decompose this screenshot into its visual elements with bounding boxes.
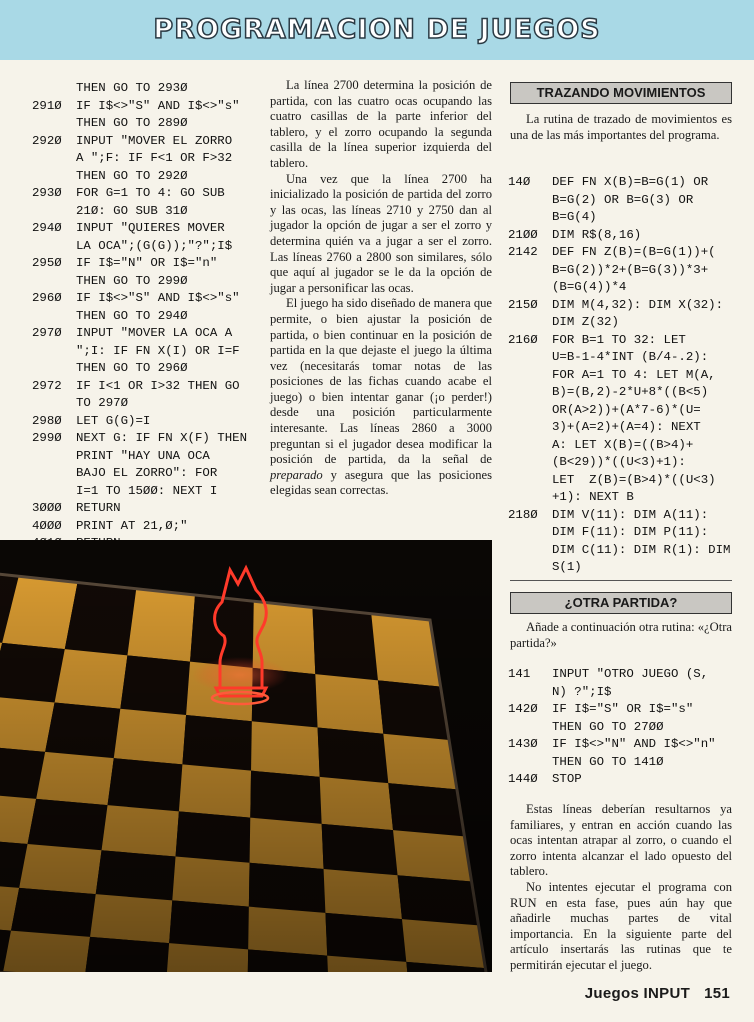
magazine-name: Juegos INPUT: [584, 985, 691, 1002]
code-statement: +1): NEXT B: [552, 490, 634, 504]
paragraph: La línea 2700 determina la posición de partida, con las cuatro ocas ocupando las cuatro casillas de la parte inferior del tablero, y el zorro ocupando la segunda casilla de la línea superior izquierda del tablero.: [270, 78, 492, 170]
paragraph: La rutina de trazado de movimientos es una de las más importantes del programa.: [510, 112, 732, 142]
code-line: [508, 684, 744, 702]
paragraph-text: El juego ha sido diseñado de manera que permite, o bien ajustar la posición de partida, o bien continuar en la posición de partida en la que dejaste el juego la última vez (necesitarás tomar notas de las posiciones de las fichas cuando acabe el juego) o bien intentar ganar (¡o perder!) desde una posición particularmente interesante. Las líneas 2860 a 3000 preguntan si el jugador desea modificar la posición de partida, da la señal de: [270, 296, 492, 467]
code-statement: B)=(B,2)-2*U+8*((B<5): [552, 385, 709, 399]
code-line: [508, 666, 744, 684]
line-number: 21ØØ: [508, 227, 538, 242]
code-statement: DIM R$(8,16): [552, 227, 642, 242]
line-number: [508, 419, 552, 437]
code-line: [32, 133, 262, 151]
code-line: [32, 185, 262, 203]
line-number: [508, 367, 552, 385]
line-number: [32, 273, 76, 291]
code-line: [32, 150, 262, 168]
line-number: 292Ø: [32, 133, 62, 148]
code-statement: N) ?";I$: [552, 684, 612, 699]
paragraph: Añade a continuación otra rutina: «¿Otra partida?»: [510, 620, 732, 650]
code-line: [508, 174, 744, 192]
code-statement: INPUT "QUIERES MOVER: [76, 221, 225, 235]
code-line: [508, 736, 744, 754]
code-line: [508, 701, 744, 719]
code-line: [32, 465, 262, 483]
line-number: [508, 209, 552, 227]
line-number: 291Ø: [32, 98, 62, 113]
line-number: [32, 80, 76, 98]
code-statement: PRINT "HAY UNA OCA: [76, 448, 210, 463]
code-line: [508, 437, 744, 455]
code-line: [508, 314, 744, 332]
code-statement: THEN GO TO 299Ø: [76, 273, 188, 288]
line-number: 297Ø: [32, 326, 62, 340]
code-statement: THEN GO TO 27ØØ: [552, 719, 664, 734]
line-number: 215Ø: [508, 297, 538, 312]
code-line: [508, 719, 744, 737]
line-number: [508, 314, 552, 332]
code-statement: I=1 TO 15ØØ: NEXT I: [76, 483, 218, 498]
code-statement: DEF FN Z(B)=(B=G(1))+(: [552, 245, 716, 259]
code-statement: 3)+(A=2)+(A=4): NEXT: [552, 420, 701, 434]
line-number: [508, 559, 552, 577]
line-number: 143Ø: [508, 737, 538, 751]
line-number: [32, 483, 76, 501]
line-number: 141: [508, 667, 531, 681]
code-line: [508, 279, 744, 297]
code-line: [508, 542, 744, 560]
code-line: [32, 378, 262, 396]
code-line: [508, 454, 744, 472]
code-statement: FOR G=1 TO 4: GO SUB: [76, 186, 225, 200]
box-heading-trazando: TRAZANDO MOVIMIENTOS: [510, 82, 732, 104]
code-statement: STOP: [552, 772, 582, 786]
code-line: [508, 349, 744, 367]
code-statement: S(1): [552, 560, 582, 574]
code-line: [32, 290, 262, 308]
line-number: [32, 238, 76, 256]
line-number: [508, 472, 552, 490]
line-number: [508, 754, 552, 772]
divider: [510, 580, 732, 581]
code-statement: U=B-1-4*INT (B/4-.2):: [552, 350, 709, 364]
line-number: [32, 168, 76, 186]
paragraph-text: y asegura que las posiciones elegidas sean correctas.: [270, 467, 492, 498]
code-line: [32, 98, 262, 116]
code-line: [508, 754, 744, 772]
code-line: [32, 238, 262, 256]
otra-partida-intro: [510, 620, 732, 651]
code-line: [32, 308, 262, 326]
code-statement: IF I$<>"S" AND I$<>"s": [76, 98, 240, 113]
code-line: [32, 220, 262, 238]
code-line: [32, 203, 262, 221]
code-statement: PRINT AT 21,Ø;": [76, 518, 188, 533]
line-number: [508, 349, 552, 367]
code-statement: DIM F(11): DIM P(11):: [552, 525, 709, 539]
code-statement: IF I$<>"S" AND I$<>"s": [76, 291, 240, 305]
page-footer: [571, 985, 730, 1002]
code-line: [32, 518, 262, 536]
line-number: 296Ø: [32, 291, 62, 305]
line-number: [32, 343, 76, 361]
code-statement: THEN GO TO 296Ø: [76, 361, 188, 375]
code-line: [32, 343, 262, 361]
line-number: [508, 262, 552, 280]
line-number: 294Ø: [32, 221, 62, 235]
line-number: [508, 437, 552, 455]
line-number: 216Ø: [508, 332, 538, 347]
code-statement: IF I$="S" OR I$="s": [552, 702, 694, 716]
code-line: [32, 255, 262, 273]
code-line: [508, 472, 744, 490]
section-title: PROGRAMACION DE JUEGOS: [153, 14, 601, 45]
code-statement: FOR B=1 TO 32: LET: [552, 332, 686, 347]
code-statement: LET Z(B)=(B>4)*((U<3): [552, 472, 716, 487]
code-line: [508, 192, 744, 210]
paragraph: No intentes ejecutar el programa con RUN en esta fase, pues aún hay que añadirle muchas partes de vital importancia. En la siguiente parte del artículo insertarás las rutinas que te permitirán ejecutar el juego.: [510, 879, 732, 972]
line-number: [32, 115, 76, 133]
line-number: [32, 448, 76, 466]
code-statement: IF I$="N" OR I$="n": [76, 256, 218, 270]
line-number: 2142: [508, 245, 538, 259]
code-line: [32, 273, 262, 291]
code-statement: RETURN: [76, 501, 121, 515]
code-line: [508, 227, 744, 245]
code-statement: INPUT "MOVER EL ZORRO: [76, 133, 233, 148]
code-line: [508, 402, 744, 420]
code-line: [32, 500, 262, 518]
code-statement: INPUT "MOVER LA OCA A: [76, 326, 233, 340]
box-heading-otra-partida: ¿OTRA PARTIDA?: [510, 592, 732, 614]
code-line: [32, 483, 262, 501]
code-statement: TO 297Ø: [76, 396, 129, 410]
code-statement: (B<29))*((U<3)+1):: [552, 455, 686, 469]
line-number: 293Ø: [32, 186, 62, 200]
line-number: [508, 384, 552, 402]
line-number: [508, 542, 552, 560]
code-line: [508, 244, 744, 262]
line-number: 298Ø: [32, 413, 62, 428]
line-number: 4ØØØ: [32, 518, 62, 533]
code-line: [508, 262, 744, 280]
code-statement: A ";F: IF F<1 OR F>32: [76, 151, 233, 165]
code-statement: LA OCA";(G(G));"?";I$: [76, 238, 233, 253]
code-statement: B=G(4): [552, 210, 597, 224]
code-line: [32, 115, 262, 133]
chessboard-photo: [0, 540, 492, 972]
code-line: [508, 419, 744, 437]
code-statement: OR(A>2))+(A*7-6)*(U=: [552, 402, 701, 417]
code-line: [32, 430, 262, 448]
code-line: [32, 80, 262, 98]
code-statement: ";I: IF FN X(I) OR I=F: [76, 343, 240, 358]
line-number: [508, 402, 552, 420]
line-number: [32, 360, 76, 378]
code-statement: IF I$<>"N" AND I$<>"n": [552, 737, 716, 751]
code-statement: (B=G(4))*4: [552, 280, 627, 294]
code-statement: 21Ø: GO SUB 31Ø: [76, 203, 188, 218]
code-line: [508, 297, 744, 315]
code-line: [508, 524, 744, 542]
page-header: [0, 0, 754, 60]
code-line: [508, 367, 744, 385]
code-statement: THEN GO TO 289Ø: [76, 116, 188, 130]
code-statement: NEXT G: IF FN X(F) THEN: [76, 431, 248, 445]
line-number: [508, 684, 552, 702]
line-number: [508, 719, 552, 737]
code-listing-trazando: [508, 174, 744, 577]
code-statement: THEN GO TO 293Ø: [76, 81, 188, 95]
code-statement: DIM M(4,32): DIM X(32):: [552, 297, 724, 312]
code-line: [508, 507, 744, 525]
line-number: [32, 308, 76, 326]
code-line: [508, 771, 744, 789]
code-listing-left: [32, 80, 262, 553]
line-number: [32, 465, 76, 483]
line-number: [32, 150, 76, 168]
line-number: [508, 454, 552, 472]
code-statement: DIM Z(32): [552, 315, 619, 329]
otra-partida-body: [510, 802, 732, 974]
code-line: [32, 360, 262, 378]
line-number: [508, 489, 552, 507]
code-statement: BAJO EL ZORRO": FOR: [76, 466, 218, 480]
code-statement: IF I<1 OR I>32 THEN GO: [76, 378, 240, 393]
code-statement: THEN GO TO 292Ø: [76, 168, 188, 183]
line-number: [32, 395, 76, 413]
line-number: 218Ø: [508, 507, 538, 522]
line-number: 14Ø: [508, 175, 531, 189]
code-statement: DEF FN X(B)=B=G(1) OR: [552, 175, 709, 189]
line-number: [508, 192, 552, 210]
code-statement: THEN GO TO 141Ø: [552, 754, 664, 769]
line-number: [508, 524, 552, 542]
code-line: [508, 332, 744, 350]
code-line: [508, 209, 744, 227]
code-statement: FOR A=1 TO 4: LET M(A,: [552, 367, 716, 382]
code-statement: B=G(2))*2+(B=G(3))*3+: [552, 262, 709, 277]
line-number: 295Ø: [32, 256, 62, 270]
code-statement: INPUT "OTRO JUEGO (S,: [552, 667, 709, 681]
code-statement: B=G(2) OR B=G(3) OR: [552, 192, 694, 207]
code-statement: THEN GO TO 294Ø: [76, 308, 188, 323]
code-line: [32, 325, 262, 343]
trazando-intro: [510, 112, 732, 143]
line-number: 2972: [32, 378, 62, 393]
code-statement: A: LET X(B)=((B>4)+: [552, 437, 694, 452]
paragraph: [270, 296, 492, 499]
code-listing-otra-partida: [508, 666, 744, 789]
emphasis-text: preparado: [270, 467, 323, 482]
line-number: 3ØØØ: [32, 501, 62, 515]
code-line: [32, 168, 262, 186]
chessboard-illustration: [0, 540, 492, 972]
code-line: [32, 448, 262, 466]
page-number: 151: [704, 985, 730, 1002]
line-number: [32, 203, 76, 221]
line-number: 144Ø: [508, 772, 538, 786]
code-statement: DIM C(11): DIM R(1): DIM: [552, 542, 731, 557]
line-number: [508, 279, 552, 297]
article-body-middle: [270, 78, 492, 499]
code-line: [508, 559, 744, 577]
line-number: 142Ø: [508, 702, 538, 716]
code-line: [508, 384, 744, 402]
paragraph: Estas líneas deberían resultarnos ya familiares, y entran en acción cuando las ocas intentan atrapar al zorro, o cuando el zorro intenta alcanzar el lado opuesto del tablero.: [510, 802, 732, 879]
code-statement: DIM V(11): DIM A(11):: [552, 507, 709, 522]
code-line: [32, 395, 262, 413]
code-line: [32, 413, 262, 431]
paragraph: Una vez que la línea 2700 ha inicializado la posición de partida del zorro y las ocas, las líneas 2710 y 2750 dan al jugador la opción de jugar a ser el zorro y determina quién va a jugar a ser el zorro. Las líneas 2760 a 2800 son similares, sólo que aquí al jugador se le da la opción de jugar a personificar las ocas.: [270, 171, 492, 295]
line-number: 299Ø: [32, 431, 62, 445]
code-line: [508, 489, 744, 507]
code-statement: LET G(G)=I: [76, 413, 151, 428]
